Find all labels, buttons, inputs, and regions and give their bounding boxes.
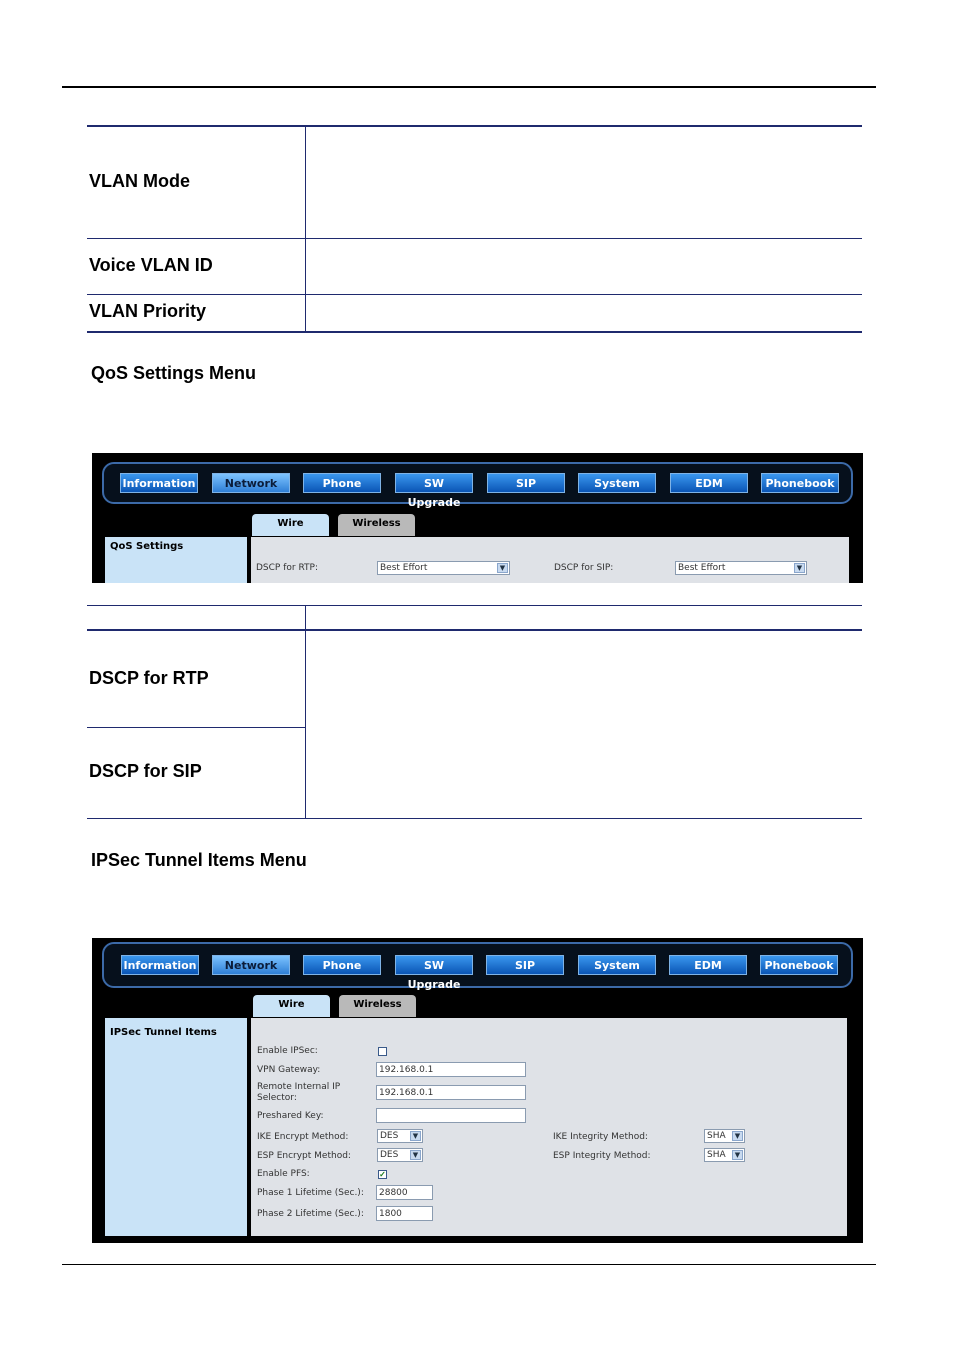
esp-encrypt-select[interactable] <box>377 1148 423 1162</box>
preshared-key-input[interactable] <box>376 1108 526 1123</box>
phase2-lifetime-input[interactable]: 1800 <box>376 1206 433 1221</box>
remote-ip-label-line2: Selector: <box>257 1093 297 1103</box>
esp-integrity-select[interactable] <box>704 1148 745 1162</box>
vlan-priority-label: VLAN Priority <box>89 301 207 321</box>
remote-ip-label <box>257 1082 340 1104</box>
table-bottom-border <box>87 818 862 819</box>
dscp-rtp-row-label: DSCP for RTP <box>89 668 209 688</box>
main-panel <box>251 1018 847 1236</box>
dscp-sip-select[interactable] <box>675 561 807 575</box>
chevron-down-icon: ▼ <box>732 1150 743 1160</box>
nav-sip[interactable]: SIP <box>487 473 565 493</box>
ike-integrity-value: SHA <box>707 1131 726 1141</box>
nav-information[interactable]: Information <box>120 473 198 493</box>
header-rule <box>62 86 876 88</box>
chevron-down-icon: ▼ <box>410 1131 421 1141</box>
nav-edm[interactable]: EDM <box>669 955 747 975</box>
vpn-gateway-label: VPN Gateway: <box>257 1065 321 1075</box>
nav-network[interactable]: Network <box>212 955 290 975</box>
enable-ipsec-checkbox[interactable] <box>378 1047 387 1056</box>
remote-ip-label-line1: Remote Internal IP <box>257 1082 341 1092</box>
side-panel <box>105 537 247 583</box>
nav-sw-upgrade[interactable]: SW Upgrade <box>395 473 473 493</box>
dscp-sip-row-label: DSCP for SIP <box>89 761 202 781</box>
panel-title: QoS Settings <box>110 541 184 552</box>
nav-phonebook[interactable]: Phonebook <box>761 473 839 493</box>
chevron-down-icon: ▼ <box>410 1150 421 1160</box>
ike-integrity-label: IKE Integrity Method: <box>553 1132 648 1142</box>
enable-ipsec-label: Enable IPSec: <box>257 1046 318 1056</box>
remote-ip-input[interactable]: 192.168.0.1 <box>376 1085 526 1100</box>
phase1-lifetime-input[interactable]: 28800 <box>376 1185 433 1200</box>
chevron-down-icon: ▼ <box>732 1131 743 1141</box>
vpn-gateway-input[interactable]: 192.168.0.1 <box>376 1062 526 1077</box>
main-panel <box>251 537 849 583</box>
esp-encrypt-value: DES <box>380 1150 399 1160</box>
check-icon: ✓ <box>379 1170 386 1179</box>
ipsec-screenshot <box>92 938 863 1243</box>
panel-title: IPSec Tunnel Items <box>110 1027 217 1038</box>
nav-system[interactable]: System <box>578 955 656 975</box>
nav-sip[interactable]: SIP <box>486 955 564 975</box>
esp-integrity-label: ESP Integrity Method: <box>553 1151 651 1161</box>
tab-wireless[interactable]: Wireless <box>338 514 415 536</box>
ike-encrypt-select[interactable] <box>377 1129 423 1143</box>
phase2-lifetime-label: Phase 2 Lifetime (Sec.): <box>257 1209 364 1219</box>
enable-pfs-checkbox[interactable] <box>378 1170 387 1179</box>
table-column-divider <box>305 606 306 819</box>
dscp-rtp-value: Best Effort <box>380 563 428 573</box>
tab-wire[interactable]: Wire <box>252 514 329 536</box>
table-row-divider <box>87 294 862 295</box>
ike-encrypt-value: DES <box>380 1131 399 1141</box>
nav-phone[interactable]: Phone <box>303 473 381 493</box>
nav-information[interactable]: Information <box>121 955 199 975</box>
chevron-down-icon: ▼ <box>497 563 508 573</box>
nav-system[interactable]: System <box>578 473 656 493</box>
table-row-divider <box>87 238 862 239</box>
nav-network[interactable]: Network <box>212 473 290 493</box>
table-header-border <box>87 629 862 631</box>
chevron-down-icon: ▼ <box>794 563 805 573</box>
table-bottom-border <box>87 331 862 333</box>
nav-sw-upgrade[interactable]: SW Upgrade <box>395 955 473 975</box>
qos-screenshot <box>92 453 863 583</box>
nav-bar <box>102 462 853 509</box>
dscp-sip-value: Best Effort <box>678 563 726 573</box>
table-top-border <box>87 125 862 127</box>
preshared-key-label: Preshared Key: <box>257 1111 324 1121</box>
vlan-mode-label: VLAN Mode <box>89 171 190 191</box>
phase1-lifetime-label: Phase 1 Lifetime (Sec.): <box>257 1188 364 1198</box>
table-top-border <box>87 605 862 606</box>
dscp-rtp-select[interactable] <box>377 561 510 575</box>
esp-encrypt-label: ESP Encrypt Method: <box>257 1151 351 1161</box>
ike-encrypt-label: IKE Encrypt Method: <box>257 1132 349 1142</box>
qos-section-title: QoS Settings Menu <box>91 363 257 383</box>
dscp-sip-label: DSCP for SIP: <box>554 563 614 573</box>
dscp-rtp-label: DSCP for RTP: <box>256 563 319 573</box>
table-column-divider <box>305 126 306 332</box>
tab-wireless[interactable]: Wireless <box>339 995 416 1017</box>
nav-bar <box>102 942 853 991</box>
enable-pfs-label: Enable PFS: <box>257 1169 310 1179</box>
tab-wire[interactable]: Wire <box>253 995 330 1017</box>
side-panel <box>105 1018 247 1236</box>
ipsec-section-title: IPSec Tunnel Items Menu <box>91 850 307 870</box>
esp-integrity-value: SHA <box>707 1150 726 1160</box>
nav-edm[interactable]: EDM <box>670 473 748 493</box>
ike-integrity-select[interactable] <box>704 1129 745 1143</box>
table-row-divider <box>87 727 305 728</box>
voice-vlan-id-label: Voice VLAN ID <box>89 255 213 275</box>
nav-phonebook[interactable]: Phonebook <box>760 955 838 975</box>
footer-rule <box>62 1264 876 1265</box>
nav-phone[interactable]: Phone <box>303 955 381 975</box>
